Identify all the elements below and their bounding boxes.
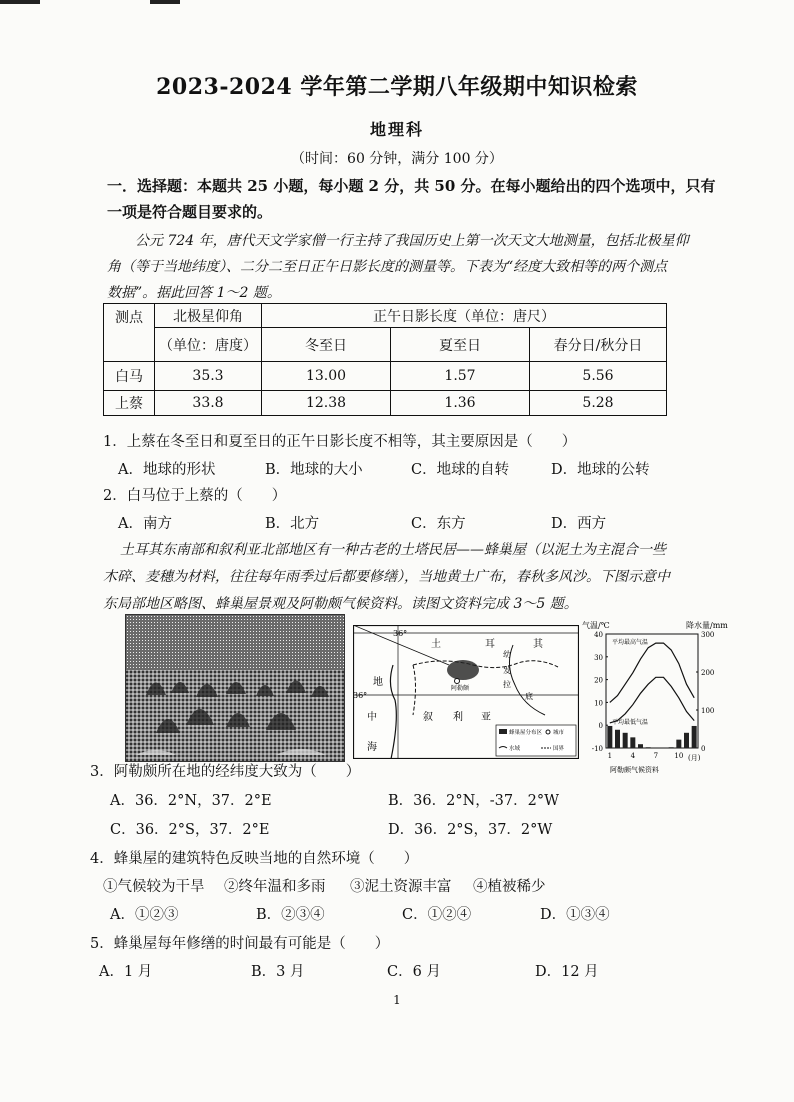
th-polaris-unit: （单位：唐度） <box>155 328 262 362</box>
series-line-min-temp <box>610 677 694 723</box>
q2-option-c[interactable]: C．东方 <box>411 516 466 532</box>
y-tick-label: 20 <box>594 676 603 685</box>
legend-city: 城市 <box>553 730 565 736</box>
y2-tick-label: 0 <box>701 745 706 753</box>
question-5-stem: 5．蜂巢屋每年修缮的时间最有可能是（ ） <box>90 936 390 952</box>
q3-option-d[interactable]: D．36．2°S，37．2°W <box>388 822 553 838</box>
question-4-stem: 4．蜂巢屋的建筑特色反映当地的自然环境（ ） <box>90 851 419 867</box>
cell-winter: 13.00 <box>262 362 391 391</box>
chart-precip-label: 降水量/mm <box>686 621 728 630</box>
section-instruction: 一项是符合题目要求的。 <box>107 203 273 221</box>
cell-equinox: 5.56 <box>530 362 667 391</box>
y2-tick-label: 200 <box>701 669 715 677</box>
map-label-er: 耳 <box>485 639 495 650</box>
map-label-hai: 海 <box>367 742 377 753</box>
map-lat-left: 36° <box>353 691 368 700</box>
subject-title: 地理科 <box>369 120 424 139</box>
passage-line: 数据”。据此回答 1～2 题。 <box>107 285 281 301</box>
time-info: （时间：60 分钟，满分 100 分） <box>291 151 503 167</box>
q3-option-c[interactable]: C．36．2°S，37．2°E <box>110 822 270 838</box>
x-tick-label: 1 <box>607 752 613 760</box>
th-summer: 夏至日 <box>391 328 530 362</box>
q4-statement-2: ②终年温和多雨 <box>224 879 326 895</box>
table-row <box>104 362 667 391</box>
cell-equinox: 5.28 <box>530 391 667 416</box>
passage-line: 公元 724 年，唐代天文学家僧一行主持了我国历史上第一次天文大地测量，包括北极星仰 <box>135 233 689 249</box>
table-row <box>104 391 667 416</box>
passage-line: 角（等于当地纬度）、二分二至日正午日影长度的测量等。下表为“经度大致相等的两个测点 <box>107 259 668 275</box>
map-label-la: 拉 <box>503 680 511 689</box>
beehive-house-photo <box>125 614 345 762</box>
q4-option-a[interactable]: A．①②③ <box>110 907 179 923</box>
exam-title: 2023-2024 学年第二学期八年级期中知识检索 <box>156 74 638 100</box>
passage-line: 木碎、麦穗为材料，往往每年雨季过后都要修缮），当地黄土广布，春秋多风沙。下图示意中 <box>103 569 670 585</box>
middle-east-map <box>353 625 579 759</box>
beehive-house-illustration <box>126 615 344 761</box>
q5-option-d[interactable]: D．12 月 <box>535 964 599 980</box>
th-equinox: 春分日/秋分日 <box>530 328 667 362</box>
q1-option-b[interactable]: B．地球的大小 <box>265 462 363 478</box>
map-label-tu: 土 <box>431 639 441 650</box>
th-winter: 冬至日 <box>262 328 391 362</box>
chart-month-unit: (月) <box>688 754 701 762</box>
precip-bar <box>638 744 643 748</box>
q4-statement-1: ①气候较为干旱 <box>103 879 205 895</box>
cell-summer: 1.57 <box>391 362 530 391</box>
q4-statement-4: ④植被稀少 <box>473 879 546 895</box>
map-label-di: 底 <box>525 692 533 701</box>
map-drawing <box>353 625 579 759</box>
th-station: 测点 <box>104 304 155 362</box>
question-1-stem: 1．上蔡在冬至日和夏至日的正午日影长度不相等，其主要原因是（ ） <box>103 434 577 450</box>
scan-mark <box>0 0 40 4</box>
q2-option-b[interactable]: B．北方 <box>265 516 320 532</box>
precip-bar <box>623 733 628 748</box>
q1-option-c[interactable]: C．地球的自转 <box>411 462 510 478</box>
y-tick-label: -10 <box>591 745 603 753</box>
x-tick-label: 10 <box>674 752 684 760</box>
q2-option-a[interactable]: A．南方 <box>118 516 172 532</box>
precip-bar <box>646 747 651 748</box>
x-tick-label: 4 <box>630 752 636 760</box>
q3-option-b[interactable]: B．36．2°N，-37．2°W <box>388 793 559 809</box>
legend-beehive: 蜂巢屋分布区 <box>509 730 543 736</box>
q4-option-d[interactable]: D．①③④ <box>540 907 610 923</box>
precip-bar <box>630 737 635 748</box>
question-3-stem: 3．阿勒颇所在地的经纬度大致为（ ） <box>90 764 361 780</box>
measurement-table <box>103 303 667 416</box>
cell-station: 上蔡 <box>104 391 155 416</box>
q5-option-a[interactable]: A．1 月 <box>99 964 153 980</box>
q4-statement-3: ③泥土资源丰富 <box>350 879 452 895</box>
y-tick-label: 40 <box>594 631 603 639</box>
map-label-di: 地 <box>373 677 383 688</box>
cell-polaris: 35.3 <box>155 362 262 391</box>
scan-mark <box>150 0 180 4</box>
cell-station: 白马 <box>104 362 155 391</box>
q2-option-d[interactable]: D．西方 <box>551 516 607 532</box>
precip-bar <box>692 726 697 748</box>
y2-tick-label: 100 <box>701 707 715 715</box>
series-line-max-temp <box>610 643 694 702</box>
q5-option-c[interactable]: C．6 月 <box>387 964 441 980</box>
passage-line: 土耳其东南部和叙利亚北部地区有一种古老的土塔民居——蜂巢屋（以泥土为主混合一些 <box>120 542 666 558</box>
climate-chart <box>582 620 730 778</box>
x-tick-label: 7 <box>653 752 659 760</box>
map-label-fa: 发 <box>503 666 511 675</box>
legend-water: 水域 <box>509 746 521 752</box>
chart-caption: 阿勒颇气候资料 <box>610 766 659 774</box>
map-city-label: 阿勒颇 <box>451 685 470 692</box>
chart-min-label: 平均最低气温 <box>612 719 649 726</box>
chart-max-label: 平均最高气温 <box>612 639 649 646</box>
precip-bar <box>615 730 620 748</box>
precip-bar <box>607 726 612 748</box>
map-label-zhong: 中 <box>367 712 377 723</box>
map-label-you: 幼 <box>503 650 511 659</box>
y-tick-label: 10 <box>594 699 603 708</box>
map-label-qi: 其 <box>533 639 543 650</box>
cell-polaris: 33.8 <box>155 391 262 416</box>
map-label-ya: 亚 <box>481 712 491 723</box>
q4-option-c[interactable]: C．①②④ <box>402 907 472 923</box>
map-label-li: 利 <box>453 712 463 723</box>
th-shadow: 正午日影长度（单位：唐尺） <box>262 304 667 328</box>
passage-line: 东局部地区略图、蜂巢屋景观及阿勒颇气候资料。读图文资料完成 3～5 题。 <box>103 596 578 612</box>
q1-option-a[interactable]: A．地球的形状 <box>118 462 216 478</box>
page-number: 1 <box>393 993 401 1007</box>
cell-winter: 12.38 <box>262 391 391 416</box>
precip-bar <box>676 740 681 748</box>
q3-option-a[interactable]: A．36．2°N，37．2°E <box>110 793 272 809</box>
section-instruction: 一．选择题：本题共 25 小题，每小题 2 分，共 50 分。在每小题给出的四个选项中，只有 <box>107 177 716 195</box>
precip-bar <box>669 747 674 748</box>
question-2-stem: 2．白马位于上蔡的（ ） <box>103 488 287 504</box>
q1-option-d[interactable]: D．地球的公转 <box>551 462 650 478</box>
legend-border: 国界 <box>553 746 565 752</box>
map-lat-top: 36° <box>393 629 408 638</box>
precip-bar <box>684 733 689 748</box>
y-tick-label: 30 <box>594 653 603 662</box>
climate-chart-svg <box>582 620 730 778</box>
th-polaris: 北极星仰角 <box>155 304 262 328</box>
q5-option-b[interactable]: B．3 月 <box>251 964 305 980</box>
y2-tick-label: 300 <box>701 631 715 639</box>
y-tick-label: 0 <box>598 722 603 731</box>
q4-option-b[interactable]: B．②③④ <box>256 907 325 923</box>
cell-summer: 1.36 <box>391 391 530 416</box>
chart-temp-label: 气温/℃ <box>582 621 610 630</box>
map-label-xu: 叙 <box>423 712 433 723</box>
